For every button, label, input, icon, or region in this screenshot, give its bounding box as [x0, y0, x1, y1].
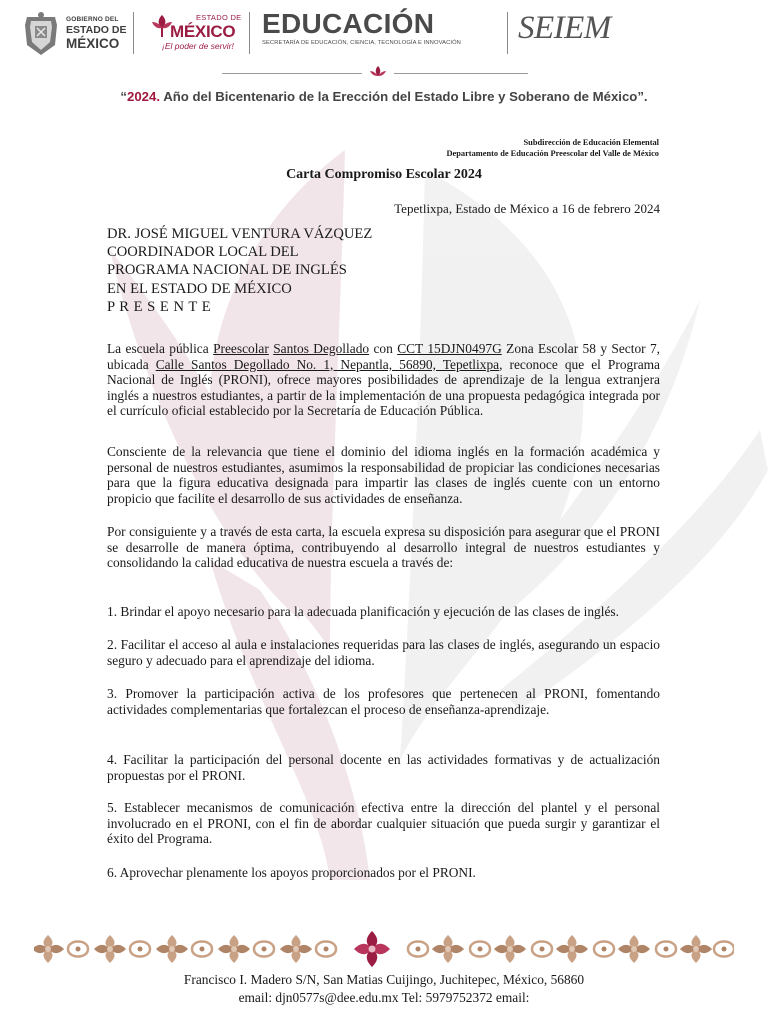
addressee-role-1: COORDINADOR LOCAL DEL — [107, 244, 299, 261]
footer-address: Francisco I. Madero S/N, San Matias Cuijingo, Juchitepec, México, 56860 — [183, 972, 585, 987]
p1-text: con — [369, 341, 398, 356]
addressee-role-3: EN EL ESTADO DE MÉXICO — [107, 280, 292, 297]
flower-icon — [354, 931, 390, 967]
p1-text: La escuela pública — [107, 341, 214, 356]
p1-text: , reconoce que el Programa Nacional de Inglés (PRONI), ofrece mayores posibilidades de aprendizaje de la lengua extranjera inglés a nuestros estudiantes, a partir de la implementación de una propuesta pedagógica integrada por el currículo oficial establecido por la Secretaría de Educación Pública. — [107, 356, 660, 419]
letterhead-divider — [507, 12, 508, 54]
edomex-slogan: ¡El poder de servir! — [162, 41, 234, 51]
education-subtitle: SECRETARÍA DE EDUCACIÓN, CIENCIA, TECNOLOGÍA E INNOVACIÓN — [262, 40, 461, 46]
edomex-big-text: MÉXICO — [170, 22, 236, 41]
government-logo-text — [66, 15, 126, 51]
document-title: Carta Compromiso Escolar 2024 — [286, 167, 482, 182]
slogan-close-quote: ”. — [637, 89, 648, 104]
letterhead-divider — [133, 12, 134, 54]
slogan-year: 2024. — [127, 89, 161, 104]
separator-line — [222, 73, 362, 74]
commitment-item-3: 3. Promover la participación activa de los profesores que pertenecen al PRONI, fomentando actividades complementarias que fortalezcan el proceso de enseñanza-aprendizaje. — [107, 686, 660, 717]
seiem-logo: SEIEM — [518, 10, 611, 46]
paragraph-1 — [107, 341, 660, 419]
commitment-item-4: 4. Facilitar la participación del personal docente en las actividades formativas y de actualización propuestas por el PRONI. — [107, 752, 660, 783]
school-level: Preescolar — [213, 341, 269, 356]
flower-icon — [369, 65, 387, 81]
gov-line-3: MÉXICO — [66, 36, 120, 51]
ornament-band — [34, 928, 734, 970]
addressee-role-2: PROGRAMA NACIONAL DE INGLÉS — [107, 262, 347, 279]
gov-line-1: GOBIERNO DEL — [66, 16, 119, 23]
ornament-left — [34, 935, 336, 963]
ornament-right — [408, 935, 734, 963]
edomex-small-text: ESTADO DE — [196, 13, 242, 22]
addressee-name: DR. JOSÉ MIGUEL VENTURA VÁZQUEZ — [107, 226, 373, 242]
gov-line-2: ESTADO DE — [66, 24, 127, 36]
school-cct: CCT 15DJN0497G — [397, 341, 502, 356]
school-address: Calle Santos Degollado No. 1, Nepantla, 56890, Tepetlixpa — [155, 356, 500, 372]
subdirection-block — [446, 137, 659, 159]
education-title: EDUCACIÓN — [262, 8, 435, 39]
commitment-item-5: 5. Establecer mecanismos de comunicación efectiva entre la dirección del plantel y el personal involucrado en el PRONI, con el fin de abordar cualquier situación que pueda surgir y garantizar el éxito del Programa. — [107, 800, 660, 847]
commitment-item-1: 1. Brindar el apoyo necesario para la adecuada planificación y ejecución de las clases de inglés. — [107, 604, 619, 619]
slogan-open-quote: “ — [120, 89, 127, 104]
school-name: Santos Degollado — [273, 341, 370, 356]
presente-line: P R E S E N T E — [107, 298, 212, 315]
commitment-item-6: 6. Aprovechar plenamente los apoyos proporcionados por el PRONI. — [107, 865, 476, 880]
subdirection-line: Subdirección de Educación Elemental — [523, 138, 659, 147]
department-line: Departamento de Educación Preescolar del Valle de México — [446, 149, 659, 158]
letterhead-divider — [249, 12, 250, 54]
p1-text: Zona Escolar 58 y Sector 7, ubicada — [107, 341, 661, 372]
footer-contact: email: djn0577s@dee.edu.mx Tel: 5979752372 email: — [238, 990, 530, 1005]
date-line: Tepetlixpa, Estado de México a 16 de febrero 2024 — [394, 201, 660, 216]
paragraph-2: Consciente de la relevancia que tiene el dominio del idioma inglés en la formación académica y personal de nuestros estudiantes, asumimos la responsabilidad de propiciar las condiciones necesarias para que la figura educativa designada para impartir las clases de inglés cuente con un entorno propicio que facilite el desarrollo de sus actividades de enseñanza. — [107, 444, 660, 506]
addressee-block — [107, 225, 372, 316]
edomex-logo — [146, 10, 246, 56]
slogan-text — [0, 89, 768, 104]
separator-line — [394, 73, 528, 74]
paragraph-3: Por consiguiente y a través de esta carta, la escuela expresa su disposición para asegurar que el PRONI se desarrolle de manera óptima, contribuyendo al desarrollo integral de nuestros estudiantes y consolidando la calidad educativa de nuestra escuela a través de: — [107, 524, 660, 571]
commitment-item-2: 2. Facilitar el acceso al aula e instalaciones requeridas para las clases de inglés, asegurando un espacio seguro y adecuado para el aprendizaje del idioma. — [107, 637, 660, 668]
slogan-rest: Año del Bicentenario de la Erección del Estado Libre y Soberano de México — [160, 89, 638, 104]
state-seal-icon — [22, 11, 60, 57]
letterhead — [0, 0, 768, 64]
